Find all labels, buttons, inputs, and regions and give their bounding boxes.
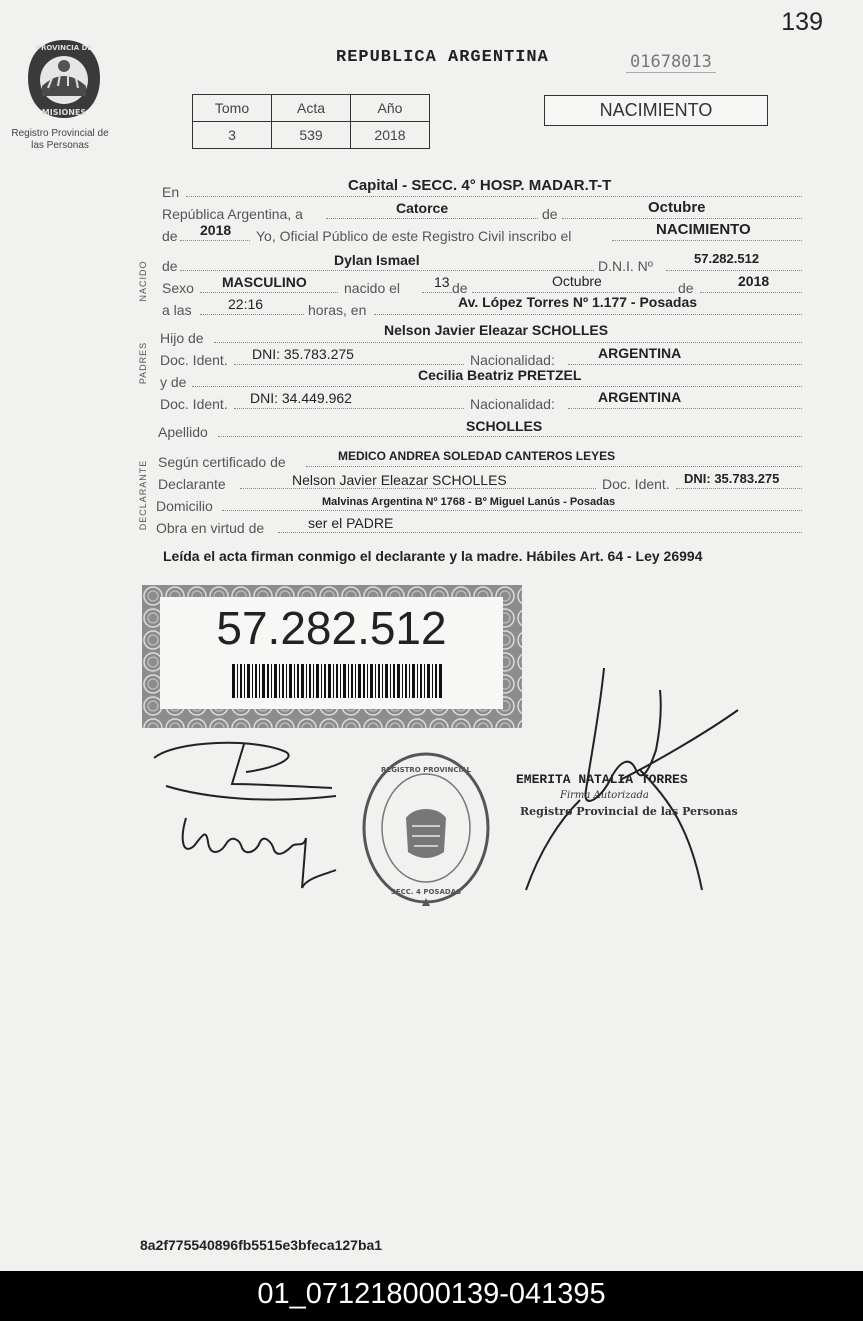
registry-name: Registro Provincial de las Personas bbox=[11, 128, 109, 151]
official-organization: Registro Provincial de las Personas bbox=[520, 805, 738, 818]
value-madre: Cecilia Beatriz PRETZEL bbox=[418, 367, 582, 383]
dotted-line bbox=[214, 342, 802, 343]
label-doc-ident: Doc. Ident. bbox=[160, 396, 228, 412]
value-lugar-nac: Av. López Torres Nº 1.177 - Posadas bbox=[458, 294, 698, 310]
value-mes-inscripcion: Octubre bbox=[648, 199, 706, 216]
dotted-line bbox=[186, 196, 802, 197]
value-padre: Nelson Javier Eleazar SCHOLLES bbox=[384, 322, 609, 338]
dotted-line bbox=[666, 270, 802, 271]
table-header-tomo: Tomo bbox=[193, 95, 272, 122]
value-dni: 57.282.512 bbox=[694, 251, 760, 266]
label-declarante: Declarante bbox=[158, 476, 226, 492]
label-segun-certificado: Según certificado de bbox=[158, 454, 286, 470]
label-de: de bbox=[678, 280, 694, 296]
label-de: de bbox=[542, 206, 558, 222]
dotted-line bbox=[278, 532, 802, 533]
svg-text:SECC. 4 POSADAS: SECC. 4 POSADAS bbox=[390, 888, 462, 896]
label-apellido: Apellido bbox=[158, 424, 208, 440]
serial-number: 01678013 bbox=[626, 52, 716, 73]
dotted-line bbox=[676, 488, 802, 489]
table-header-acta: Acta bbox=[272, 95, 351, 122]
value-declarante-doc: DNI: 35.783.275 bbox=[684, 471, 780, 486]
label-doc-ident: Doc. Ident. bbox=[160, 352, 228, 368]
value-dia-nac: 13 bbox=[434, 274, 450, 290]
dotted-line bbox=[306, 466, 802, 467]
value-tipo: NACIMIENTO bbox=[656, 221, 751, 238]
label-horas-en: horas, en bbox=[308, 302, 367, 318]
dotted-line bbox=[222, 510, 802, 511]
table-value-anio: 2018 bbox=[351, 122, 430, 149]
label-domicilio: Domicilio bbox=[156, 498, 213, 514]
label-obra: Obra en virtud de bbox=[156, 520, 265, 536]
dotted-line bbox=[562, 218, 802, 219]
official-name: EMERITA NATALIA TORRES bbox=[516, 772, 688, 787]
value-anio-inscripcion: 2018 bbox=[200, 222, 232, 238]
footer-code: 01_071218000139-041395 bbox=[0, 1271, 863, 1321]
official-seal-icon bbox=[358, 748, 494, 918]
dotted-line bbox=[180, 270, 594, 271]
value-hora: 22:16 bbox=[228, 296, 264, 312]
table-value-acta: 539 bbox=[272, 122, 351, 149]
label-nacido-el: nacido el bbox=[344, 280, 401, 296]
table-value-tomo: 3 bbox=[193, 122, 272, 149]
dotted-line bbox=[192, 386, 802, 387]
value-domicilio: Malvinas Argentina Nº 1768 - Bº Miguel Lanús - Posadas bbox=[322, 496, 616, 508]
label-doc-ident: Doc. Ident. bbox=[602, 476, 670, 492]
closing-text: Leída el acta firman conmigo el declarante y la madre. Hábiles Art. 64 - Ley 26994 bbox=[163, 548, 703, 564]
side-label-nacido: NACIDO bbox=[138, 260, 148, 302]
label-sexo: Sexo bbox=[162, 280, 194, 296]
label-hijo-de: Hijo de bbox=[160, 330, 204, 346]
label-republica: República Argentina, a bbox=[162, 206, 303, 222]
page-number: 139 bbox=[781, 8, 823, 36]
value-padre-doc: DNI: 35.783.275 bbox=[252, 346, 354, 362]
record-table bbox=[192, 94, 430, 149]
value-madre-doc: DNI: 34.449.962 bbox=[250, 390, 352, 406]
value-madre-nac: ARGENTINA bbox=[598, 389, 682, 405]
side-label-declarante: DECLARANTE bbox=[138, 459, 148, 531]
svg-text:PROVINCIA DE: PROVINCIA DE bbox=[35, 44, 93, 52]
value-mes-nac: Octubre bbox=[552, 273, 602, 289]
value-sexo: MASCULINO bbox=[222, 274, 307, 290]
dotted-line bbox=[234, 408, 464, 409]
dotted-line bbox=[180, 240, 250, 241]
barcode-icon bbox=[232, 664, 442, 698]
dotted-line bbox=[568, 408, 802, 409]
value-padre-nac: ARGENTINA bbox=[598, 345, 682, 361]
dotted-line bbox=[374, 314, 802, 315]
dotted-line bbox=[326, 218, 538, 219]
dotted-line bbox=[568, 364, 802, 365]
country-header: REPUBLICA ARGENTINA bbox=[336, 48, 549, 67]
table-header-anio: Año bbox=[351, 95, 430, 122]
value-dia-inscripcion: Catorce bbox=[396, 200, 449, 216]
value-obra: ser el PADRE bbox=[308, 515, 394, 531]
dotted-line bbox=[200, 292, 338, 293]
value-lugar: Capital - SECC. 4° HOSP. MADAR.T-T bbox=[348, 177, 612, 194]
value-anio-nac: 2018 bbox=[738, 273, 770, 289]
label-nacionalidad: Nacionalidad: bbox=[470, 396, 555, 412]
province-emblem-icon bbox=[24, 38, 104, 120]
declarant-signature-icon bbox=[146, 738, 346, 898]
label-yo-oficial: Yo, Oficial Público de este Registro Civil inscribo el bbox=[256, 228, 572, 244]
value-apellido: SCHOLLES bbox=[466, 418, 543, 434]
label-de: de bbox=[162, 258, 178, 274]
dotted-line bbox=[472, 292, 674, 293]
dotted-line bbox=[612, 240, 802, 241]
document-hash: 8a2f775540896fb5515e3bfeca127ba1 bbox=[140, 1237, 383, 1253]
side-label-padres: PADRES bbox=[138, 341, 148, 385]
label-dni: D.N.I. Nº bbox=[598, 258, 653, 274]
svg-text:REGISTRO PROVINCIAL: REGISTRO PROVINCIAL bbox=[381, 766, 471, 774]
record-type-box: NACIMIENTO bbox=[544, 95, 768, 126]
dotted-line bbox=[240, 488, 596, 489]
dotted-line bbox=[218, 436, 802, 437]
dni-number-large: 57.282.512 bbox=[216, 602, 447, 654]
label-a-las: a las bbox=[162, 302, 192, 318]
svg-text:MISIONES: MISIONES bbox=[41, 108, 87, 117]
label-en: En bbox=[162, 184, 180, 200]
label-de: de bbox=[162, 228, 178, 244]
value-certificado: MEDICO ANDREA SOLEDAD CANTEROS LEYES bbox=[338, 449, 616, 463]
dotted-line bbox=[422, 292, 452, 293]
official-role: Firma Autorizada bbox=[560, 790, 649, 801]
label-de: de bbox=[452, 280, 468, 296]
dotted-line bbox=[234, 364, 464, 365]
value-declarante: Nelson Javier Eleazar SCHOLLES bbox=[292, 472, 507, 488]
value-nombre: Dylan Ismael bbox=[334, 252, 420, 268]
label-y-de: y de bbox=[160, 374, 187, 390]
label-nacionalidad: Nacionalidad: bbox=[470, 352, 555, 368]
dotted-line bbox=[700, 292, 802, 293]
dotted-line bbox=[200, 314, 304, 315]
